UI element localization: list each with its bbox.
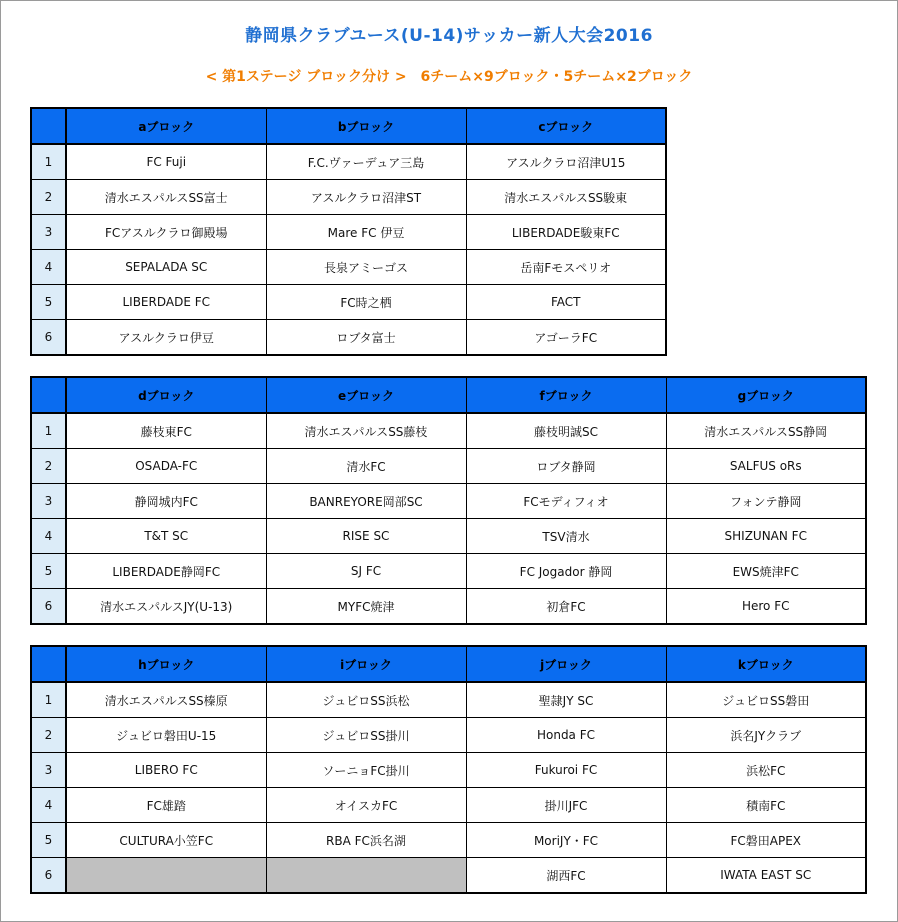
team-cell: 浜松FC bbox=[666, 753, 866, 788]
team-cell: LIBERDADE駿東FC bbox=[466, 215, 666, 250]
table-row bbox=[31, 250, 666, 285]
table-row bbox=[31, 753, 866, 788]
block-table-hijk bbox=[30, 645, 867, 894]
team-cell: 藤枝明誠SC bbox=[466, 413, 666, 449]
table-row bbox=[31, 449, 866, 484]
team-cell: 清水エスパルスJY(U-13) bbox=[66, 589, 266, 625]
team-cell: ロブタ富士 bbox=[266, 320, 466, 356]
team-cell: LIBERDADE静岡FC bbox=[66, 554, 266, 589]
table-row bbox=[31, 413, 866, 449]
team-cell: ジュビロ磐田U-15 bbox=[66, 718, 266, 753]
team-cell: SEPALADA SC bbox=[66, 250, 266, 285]
team-cell: MYFC焼津 bbox=[266, 589, 466, 625]
header-corner bbox=[31, 377, 66, 413]
row-number: 6 bbox=[31, 320, 66, 356]
team-cell: ジュビロSS掛川 bbox=[266, 718, 466, 753]
empty-cell bbox=[66, 858, 266, 894]
team-cell: IWATA EAST SC bbox=[666, 858, 866, 894]
team-cell: T&T SC bbox=[66, 519, 266, 554]
header-corner bbox=[31, 108, 66, 144]
team-cell: 清水エスパルスSS静岡 bbox=[666, 413, 866, 449]
team-cell: FC時之栖 bbox=[266, 285, 466, 320]
team-cell: SALFUS oRs bbox=[666, 449, 866, 484]
team-cell: アスルクラロ伊豆 bbox=[66, 320, 266, 356]
row-number: 5 bbox=[31, 285, 66, 320]
team-cell: RBA FC浜名湖 bbox=[266, 823, 466, 858]
table-row bbox=[31, 180, 666, 215]
row-number: 4 bbox=[31, 788, 66, 823]
team-cell: 浜名JYクラブ bbox=[666, 718, 866, 753]
page-title: 静岡県クラブユース(U-14)サッカー新人大会2016 bbox=[245, 26, 653, 46]
team-cell: FACT bbox=[466, 285, 666, 320]
team-cell: 初倉FC bbox=[466, 589, 666, 625]
team-cell: Fukuroi FC bbox=[466, 753, 666, 788]
row-number: 1 bbox=[31, 413, 66, 449]
empty-cell bbox=[266, 858, 466, 894]
team-cell: オイスカFC bbox=[266, 788, 466, 823]
team-cell: FC Fuji bbox=[66, 144, 266, 180]
table-row bbox=[31, 589, 866, 625]
team-cell: FC Jogador 静岡 bbox=[466, 554, 666, 589]
team-cell: アスルクラロ沼津ST bbox=[266, 180, 466, 215]
table-row bbox=[31, 718, 866, 753]
team-cell: ソーニョFC掛川 bbox=[266, 753, 466, 788]
team-cell: 清水エスパルスSS榛原 bbox=[66, 682, 266, 718]
table-row bbox=[31, 320, 666, 356]
team-cell: 清水エスパルスSS藤枝 bbox=[266, 413, 466, 449]
team-cell: アゴーラFC bbox=[466, 320, 666, 356]
team-cell: アスルクラロ沼津U15 bbox=[466, 144, 666, 180]
row-number: 2 bbox=[31, 718, 66, 753]
team-cell: 清水FC bbox=[266, 449, 466, 484]
block-header: eブロック bbox=[266, 377, 466, 413]
block-header: dブロック bbox=[66, 377, 266, 413]
block-table-defg bbox=[30, 376, 867, 625]
team-cell: Mare FC 伊豆 bbox=[266, 215, 466, 250]
team-cell: Honda FC bbox=[466, 718, 666, 753]
row-number: 2 bbox=[31, 449, 66, 484]
team-cell: 長泉アミーゴス bbox=[266, 250, 466, 285]
table-row bbox=[31, 285, 666, 320]
table-row bbox=[31, 484, 866, 519]
team-cell: Hero FC bbox=[666, 589, 866, 625]
team-cell: LIBERDADE FC bbox=[66, 285, 266, 320]
block-header: hブロック bbox=[66, 646, 266, 682]
team-cell: 岳南Fモスペリオ bbox=[466, 250, 666, 285]
team-cell: CULTURA小笠FC bbox=[66, 823, 266, 858]
team-cell: LIBERO FC bbox=[66, 753, 266, 788]
block-header: jブロック bbox=[466, 646, 666, 682]
block-header: gブロック bbox=[666, 377, 866, 413]
block-header: cブロック bbox=[466, 108, 666, 144]
team-cell: ジュビロSS磐田 bbox=[666, 682, 866, 718]
team-cell: MoriJY・FC bbox=[466, 823, 666, 858]
team-cell: FCアスルクラロ御殿場 bbox=[66, 215, 266, 250]
team-cell: TSV清水 bbox=[466, 519, 666, 554]
team-cell: 藤枝東FC bbox=[66, 413, 266, 449]
row-number: 3 bbox=[31, 215, 66, 250]
team-cell: SJ FC bbox=[266, 554, 466, 589]
row-number: 6 bbox=[31, 589, 66, 625]
table-row bbox=[31, 858, 866, 894]
row-number: 4 bbox=[31, 250, 66, 285]
team-cell: 聖隷JY SC bbox=[466, 682, 666, 718]
table-row bbox=[31, 144, 666, 180]
team-cell: 湖西FC bbox=[466, 858, 666, 894]
team-cell: フォンテ静岡 bbox=[666, 484, 866, 519]
block-header: aブロック bbox=[66, 108, 266, 144]
table-row bbox=[31, 215, 666, 250]
row-number: 2 bbox=[31, 180, 66, 215]
team-cell: FCモディフィオ bbox=[466, 484, 666, 519]
team-cell: 清水エスパルスSS富士 bbox=[66, 180, 266, 215]
row-number: 3 bbox=[31, 484, 66, 519]
table-row bbox=[31, 682, 866, 718]
block-header: kブロック bbox=[666, 646, 866, 682]
block-header: iブロック bbox=[266, 646, 466, 682]
row-number: 6 bbox=[31, 858, 66, 894]
row-number: 5 bbox=[31, 823, 66, 858]
team-cell: SHIZUNAN FC bbox=[666, 519, 866, 554]
team-cell: 積南FC bbox=[666, 788, 866, 823]
team-cell: OSADA-FC bbox=[66, 449, 266, 484]
table-row bbox=[31, 519, 866, 554]
team-cell: ジュビロSS浜松 bbox=[266, 682, 466, 718]
row-number: 5 bbox=[31, 554, 66, 589]
block-header: fブロック bbox=[466, 377, 666, 413]
row-number: 1 bbox=[31, 144, 66, 180]
team-cell: F.C.ヴァーデュア三島 bbox=[266, 144, 466, 180]
row-number: 1 bbox=[31, 682, 66, 718]
team-cell: BANREYORE岡部SC bbox=[266, 484, 466, 519]
team-cell: ロブタ静岡 bbox=[466, 449, 666, 484]
team-cell: 静岡城内FC bbox=[66, 484, 266, 519]
team-cell: RISE SC bbox=[266, 519, 466, 554]
block-header: bブロック bbox=[266, 108, 466, 144]
page-subtitle: < 第1ステージ ブロック分け > 6チーム×9ブロック・5チーム×2ブロック bbox=[205, 69, 693, 85]
block-table-abc bbox=[30, 107, 667, 356]
table-row bbox=[31, 554, 866, 589]
row-number: 4 bbox=[31, 519, 66, 554]
team-cell: 清水エスパルスSS駿東 bbox=[466, 180, 666, 215]
table-row bbox=[31, 788, 866, 823]
team-cell: 掛川JFC bbox=[466, 788, 666, 823]
table-row bbox=[31, 823, 866, 858]
team-cell: FC雄踏 bbox=[66, 788, 266, 823]
row-number: 3 bbox=[31, 753, 66, 788]
team-cell: EWS焼津FC bbox=[666, 554, 866, 589]
team-cell: FC磐田APEX bbox=[666, 823, 866, 858]
header-corner bbox=[31, 646, 66, 682]
